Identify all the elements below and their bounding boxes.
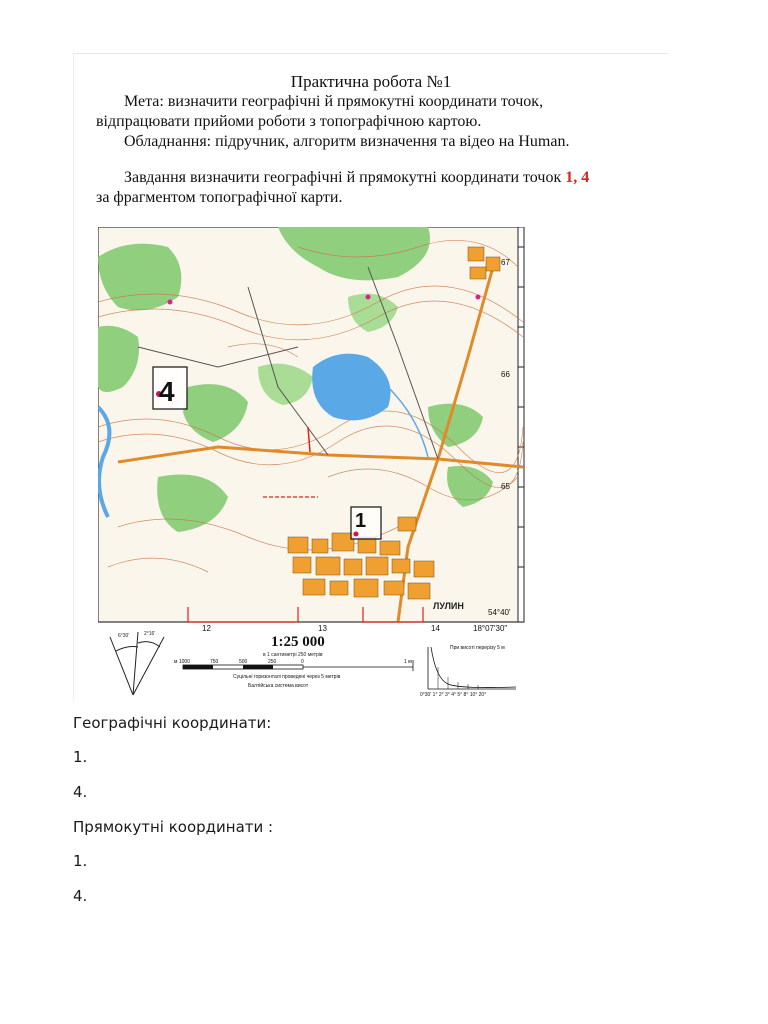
svg-text:м 1000: м 1000: [174, 659, 190, 665]
worksheet-goal-cont: відпрацювати прийоми роботи з топографічною картою.: [96, 113, 482, 130]
slope-scale: [428, 647, 516, 689]
town-name: ЛУЛИН: [433, 601, 464, 611]
trig-marker: [168, 300, 173, 305]
geo-coords-heading: Географічні координати:: [73, 714, 272, 732]
svg-text:2°16': 2°16': [144, 631, 156, 637]
rect-coords-point-4: 4.: [73, 887, 88, 905]
topographic-map: [98, 227, 528, 699]
grid-label-right: 67: [501, 258, 510, 267]
map-svg: [98, 227, 528, 699]
task-points: 1, 4: [565, 169, 590, 186]
slope-ticks: 0°30' 1° 2° 3° 4° 5° 8° 10° 20°: [420, 692, 487, 698]
contour-note: Суцільні горизонталі проведені через 5 метрів: [233, 674, 341, 680]
grid-label-bottom: 13: [318, 624, 327, 633]
corner-longitude: 18°07'30": [473, 624, 508, 633]
svg-text:6°30': 6°30': [118, 633, 130, 639]
task-image: [73, 53, 668, 699]
grid-label-bottom: 14: [431, 624, 440, 633]
svg-text:250: 250: [268, 659, 277, 665]
compass-diagram: [110, 632, 164, 695]
map-scale: 1:25 000: [271, 634, 325, 650]
trig-marker: [476, 295, 481, 300]
worksheet-task-cont: за фрагментом топографічної карти.: [96, 189, 343, 206]
point-1-label: 1: [355, 510, 367, 532]
svg-text:0: 0: [301, 659, 304, 665]
scale-subtitle: в 1 сантиметрі 250 метрів: [263, 652, 323, 658]
task-text: Завдання визначити географічні й прямокутні координати точок: [124, 169, 562, 186]
geo-coords-point-1: 1.: [73, 748, 88, 766]
worksheet-equipment: Обладнання: підручник, алгоритм визначення та відео на Human.: [124, 133, 570, 150]
point-4-label: 4: [159, 376, 175, 407]
grid-label-bottom: 12: [202, 624, 211, 633]
point-1-dot: [354, 532, 359, 537]
svg-text:500: 500: [239, 659, 248, 665]
grid-label-right: 65: [501, 482, 510, 491]
slope-note: При висоті перерізу 5 м: [450, 645, 505, 651]
worksheet-task: [124, 169, 589, 187]
grid-label-right: 66: [501, 370, 510, 379]
worksheet-title: Практична робота №1: [290, 72, 452, 91]
geo-coords-point-4: 4.: [73, 783, 88, 801]
height-system: Балтійська система висот: [248, 683, 309, 689]
worksheet-goal: Мета: визначити географічні й прямокутні координати точок,: [124, 93, 544, 110]
rect-coords-heading: Прямокутні координати :: [73, 818, 274, 836]
corner-latitude: 54°40': [488, 608, 511, 617]
svg-text:1 км: 1 км: [404, 659, 414, 665]
svg-text:750: 750: [210, 659, 219, 665]
trig-marker: [366, 295, 371, 300]
rect-coords-point-1: 1.: [73, 852, 88, 870]
